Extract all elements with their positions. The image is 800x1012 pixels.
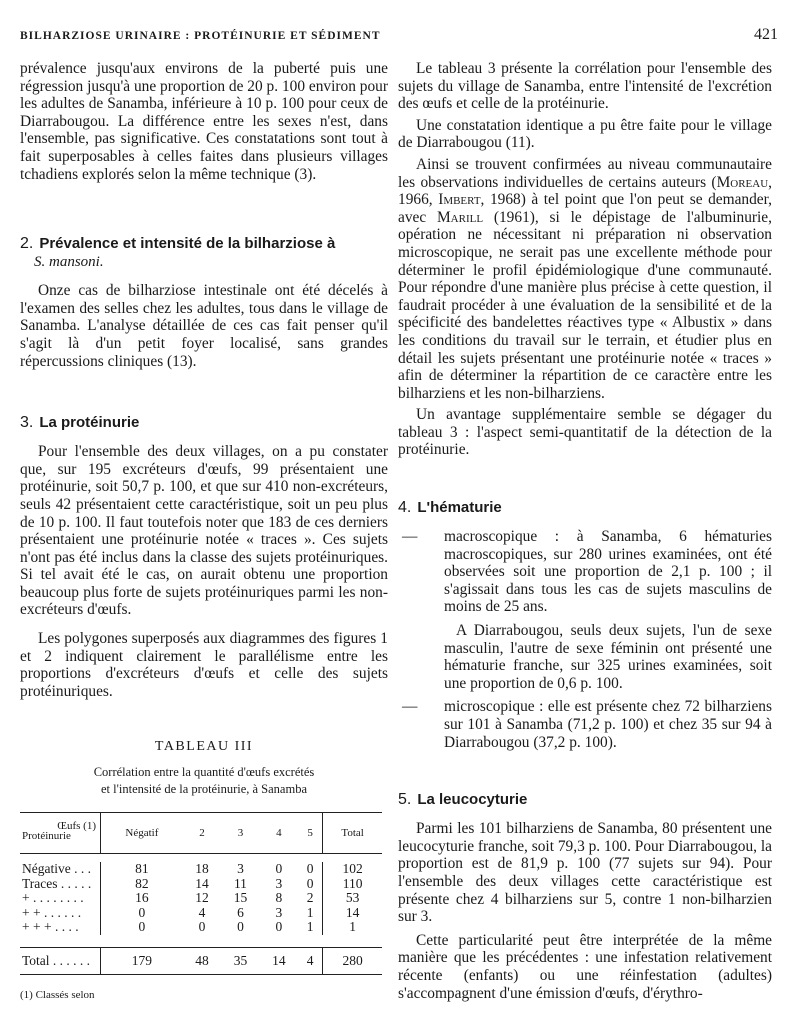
right-paragraph-3: Ainsi se trouvent confirmées au niveau communautaire les observations individuelles de certains auteurs (Moreau, 1966, Imbert, 1968) à tel point que l'on peut se demander, avec Marill (1961), si le dépistage de l'albuminurie, opération ne nécessitant ni préparation ni observation microscopique, ne serait pas une excellente méthode pour déterminer le profil épidémiologique d'une communauté. Pour répondre d'une manière plus précise à cette question, il faudrait procéder à une évaluation de la sensibilité et de la spécificité des bandelettes réactives type « Albustix » dans les conditions du travail sur le terrain, et étudier plus en détail les sujets présentant une protéinurie notée « traces » afin de déterminer la répartition de ce caractère entre les bilharziens et les non-bilharziens. — [398, 155, 772, 402]
column-header: 4 — [276, 826, 282, 839]
section-5-title: La leucocyturie — [417, 791, 528, 809]
author-citation: Imbert — [438, 191, 481, 209]
data-table — [20, 812, 382, 975]
section-3-paragraph-2: Les polygones superposés aux diagrammes des figures 1 et 2 indiquent clairement le parallélisme entre les proportions d'excréteurs d'œufs et celle des sujets protéinuriques. — [20, 630, 388, 700]
right-column — [398, 60, 772, 1002]
list-item-continuation: A Diarrabougou, seuls deux sujets, l'un de sexe masculin, l'autre de sexe féminin ont présenté une hématurie franche, sur 325 urines examinées, soit une proportion de 0,6 p. 100. — [444, 622, 772, 692]
table-title: TABLEAU III — [154, 739, 254, 755]
section-2-title: Prévalence et intensité de la bilharziose à — [39, 235, 336, 253]
author-citation: Moreau — [716, 173, 769, 191]
table-caption: Corrélation entre la quantité d'œufs excrétés et l'intensité de la protéinurie, à Sanamba — [93, 765, 315, 797]
page-number: 421 — [754, 26, 778, 43]
table-row: Traces . . . . . 82 14 11 3 0 110 — [22, 875, 363, 891]
column-header: 5 — [298, 813, 323, 854]
left-column — [20, 60, 388, 1005]
running-title: BILHARZIOSE URINAIRE : PROTÉINURIE ET SÉDIMENT — [20, 30, 381, 42]
section-3-heading: 3. La protéinurie — [20, 414, 140, 432]
column-header: Négatif — [125, 826, 159, 839]
list-item: — macroscopique : à Sanamba, 6 hématuries macroscopiques, sur 280 urines examinées, ont été observées soit une proportion de 2,1 p. 100 ; il s'agissait dans tous les cas de sujets masculins de moins de 25 ans. — [402, 528, 772, 616]
section-4-title: L'hématurie — [417, 499, 502, 517]
column-header-total: Total — [341, 826, 364, 839]
section-2-paragraph: Onze cas de bilharziose intestinale ont été décelés à l'examen des selles chez les adultes, tous dans le village de Sanamba. L'analyse détaillée de ces cas fait penser qu'il s'agit là d'un petit foyer localisé, sans grandes répercussions cliniques (13). — [20, 282, 388, 370]
right-paragraph-2: Une constatation identique a pu être faite pour le village de Diarrabougou (11). — [398, 116, 772, 152]
section-5-heading: 5. La leucocyturie — [398, 791, 528, 809]
section-3-title: La protéinurie — [39, 414, 140, 432]
column-header: 2 — [199, 826, 205, 839]
page-header — [20, 26, 778, 48]
right-paragraph-4: Un avantage supplémentaire semble se dégager du tableau 3 : l'aspect semi-quantitatif de la détection de la protéinurie. — [398, 406, 772, 459]
section-3-paragraph-1: Pour l'ensemble des deux villages, on a pu constater que, sur 195 excréteurs d'œufs, 99 présentaient une protéinurie, soit 50,7 p. 100, et que sur 410 non-excréteurs, seuls 42 présentaient cette caractéristique, soit un peu plus de 10 p. 100. Il faut toutefois noter que 183 de ces derniers présentaient une protéinurie notée « traces ». Ces sujets n'ont pas été inclus dans la classe des sujets protéinuriques. Si tel avait été le cas, on aurait obtenu une proportion beaucoup plus forte de sujets protéinuriques parmi les non-excréteurs d'œufs. — [20, 443, 388, 619]
section-4-heading: 4. L'hématurie — [398, 499, 502, 517]
list-item: — microscopique : elle est présente chez 72 bilharziens sur 101 à Sanamba (71,2 p. 100) et chez 35 sur 94 à Diarrabougou (37,2 p. 100). — [402, 698, 772, 751]
section-2-subtitle: S. mansoni. — [34, 254, 104, 271]
intro-paragraph: prévalence jusqu'aux environs de la puberté puis une régression jusqu'à une proportion de 20 p. 100 environ pour les adultes de Sanamba, inférieure à 10 p. 100 pour ceux de Diarrabougou. La différence entre les sexes n'est, dans l'ensemble, pas significative. Ces constatations sont tout à fait superposables à celles faites dans plusieurs villages tchadiens explorés selon la même technique (3). — [20, 60, 388, 183]
right-paragraph-1: Le tableau 3 présente la corrélation pour l'ensemble des sujets du village de Sanamba, entre l'intensité de l'excrétion des œufs et celle de la protéinurie. — [398, 60, 772, 113]
section-2-heading: 2. Prévalence et intensité de la bilharziose à S. mansoni. — [20, 235, 388, 271]
table-row: Négative . . . 81 18 3 0 0 102 — [22, 861, 363, 877]
section-5-paragraph-2: Cette particularité peut être interprétée de la même manière que les précédentes : une infestation relativement récente (enfants) ou une réinfestation (adultes) s'accompagnent d'une émission d'œufs, d'érythro- — [398, 931, 772, 1002]
section-5-paragraph-1: Parmi les 101 bilharziens de Sanamba, 80 présentent une leucocyturie franche, soit 79,3 p. 100. Pour Diarrabougou, la proportion est de 81,9 p. 100 (77 sujets sur 94). Pour l'ensemble des deux villages cette caractéristique est présente chez 4 bilharziens sur 5, contre 1 non-bilharzien sur 3. — [398, 820, 772, 926]
table-row: + . . . . . . . . 16 12 15 8 2 53 — [22, 890, 360, 906]
table-row: + + + . . . . 0 0 0 0 1 1 — [22, 919, 357, 935]
author-citation: Marill — [436, 208, 484, 226]
table-corner-header: Œufs (1) Protéinurie — [20, 813, 101, 854]
table-row: + + . . . . . . 0 4 6 3 1 14 — [22, 904, 360, 920]
column-header: 3 — [237, 826, 244, 839]
table-footnote: (1) Classés selon — [20, 989, 95, 1002]
table-total-row: Total . . . . . . 179 48 35 14 4 280 — [20, 947, 382, 975]
